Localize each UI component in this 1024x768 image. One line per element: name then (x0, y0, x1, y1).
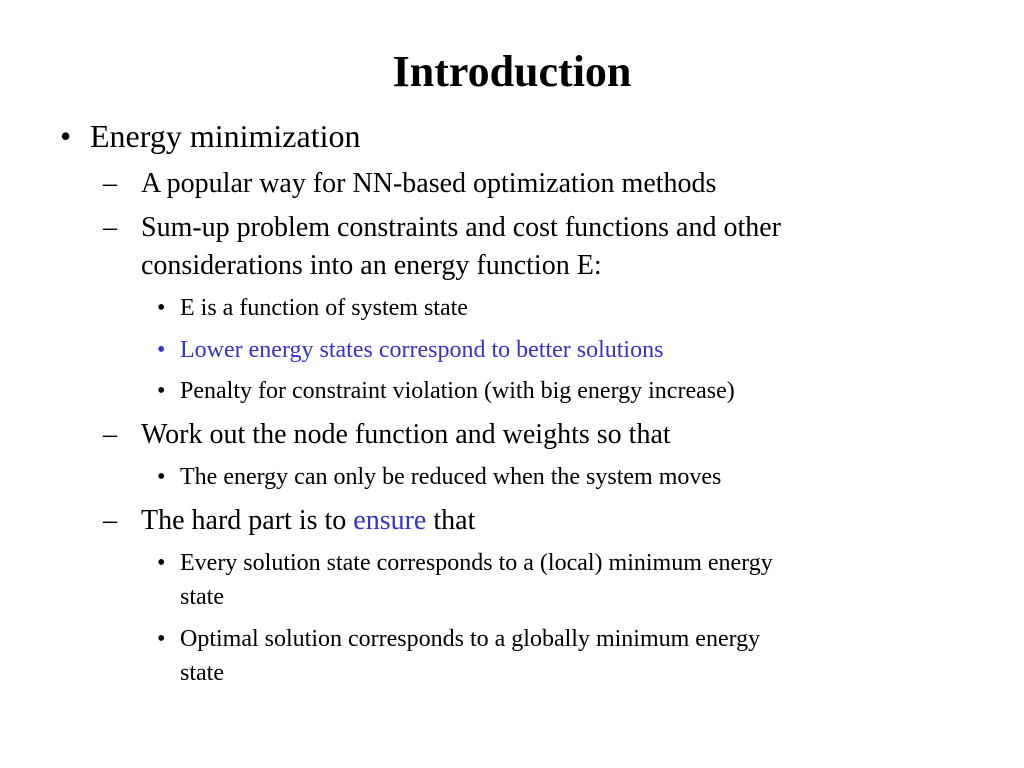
sub-bullet-text-line-1: Optimal solution corresponds to a globally minimum energy (180, 626, 761, 652)
sub-bullet-marker: • (157, 378, 166, 404)
highlight-ensure: ensure (353, 505, 427, 536)
dash-text: Work out the node function and weights so that (141, 419, 671, 450)
dash-text-line-1: Sum-up problem constraints and cost functions and other (141, 212, 781, 243)
sub-bullet-text: The energy can only be reduced when the system moves (180, 464, 722, 490)
sub-bullet-marker: • (157, 295, 166, 321)
sub-bullet-text-line-2: state (180, 584, 224, 610)
bullet-text: Energy minimization (90, 118, 361, 154)
sub-bullet-marker: • (157, 550, 166, 576)
sub-bullet-text-line-2: state (180, 660, 224, 686)
sub-bullet-text: E is a function of system state (180, 295, 468, 321)
dash-text-line-2: considerations into an energy function E: (141, 250, 602, 281)
dash-text-prefix: The hard part is to (141, 505, 354, 536)
dash-marker: – (103, 505, 117, 536)
sub-bullet-text-line-1: Every solution state corresponds to a (local) minimum energy (180, 550, 773, 576)
dash-marker: – (103, 168, 117, 199)
sub-bullet-marker: • (157, 464, 166, 490)
sub-bullet-marker: • (157, 626, 166, 652)
sub-bullet-text: Penalty for constraint violation (with big energy increase) (180, 378, 735, 404)
sub-bullet-text: Lower energy states correspond to better solutions (180, 337, 664, 363)
dash-marker: – (103, 212, 117, 243)
dash-text (141, 503, 475, 539)
sub-bullet-marker: • (157, 337, 166, 363)
slide-title: Introduction (392, 47, 632, 96)
dash-marker: – (103, 419, 117, 450)
bullet-marker: • (60, 118, 72, 154)
dash-text: A popular way for NN-based optimization methods (141, 168, 717, 199)
dash-text-suffix: that (426, 505, 476, 536)
